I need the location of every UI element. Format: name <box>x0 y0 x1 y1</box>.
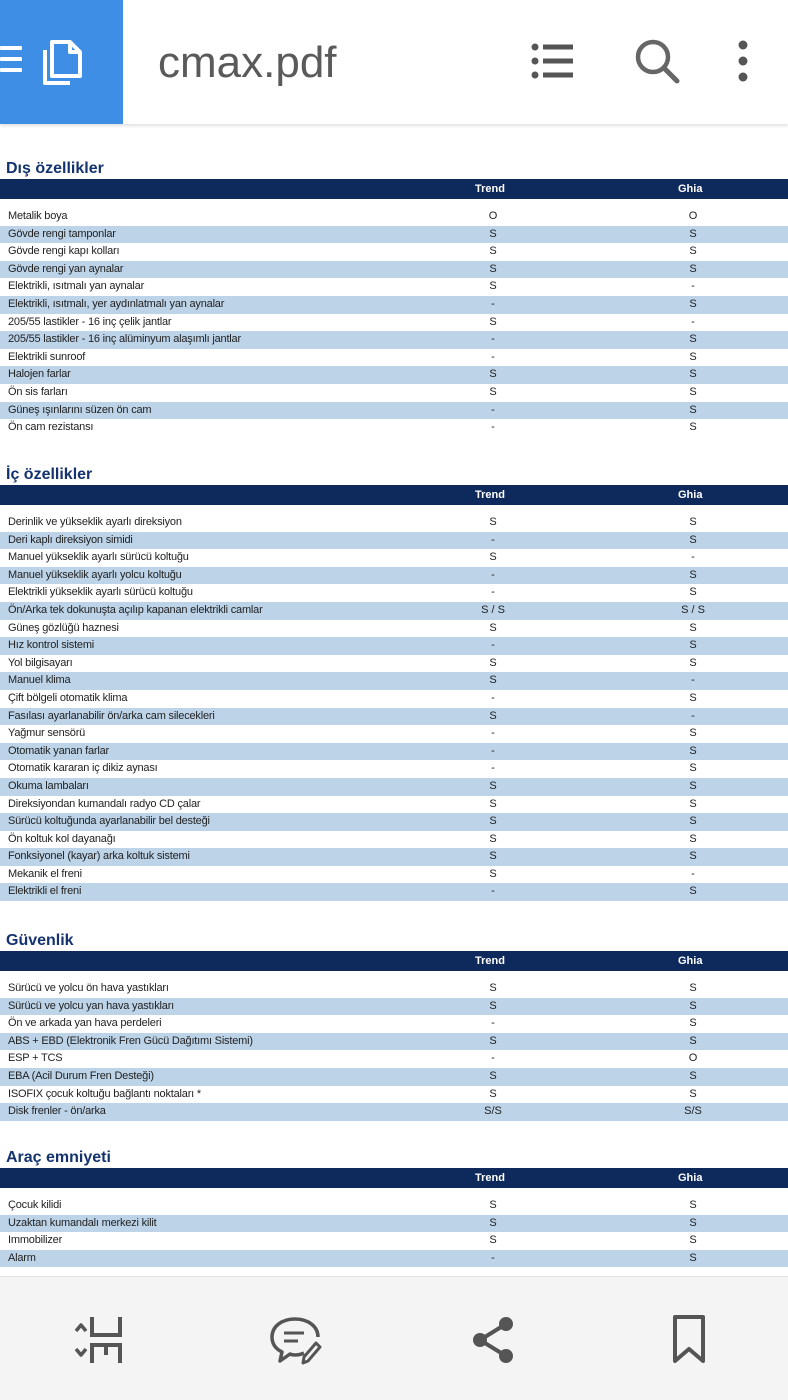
feature-label: Derinlik ve yükseklik ayarlı direksiyon <box>8 516 182 528</box>
table-row <box>0 402 788 420</box>
trend-value: - <box>491 350 495 363</box>
table-row <box>0 998 788 1016</box>
ghia-value: - <box>691 674 695 687</box>
trend-value: - <box>491 333 495 346</box>
ghia-value: S <box>689 779 697 792</box>
feature-label: 205/55 lastikler - 16 inç alüminyum alaşımlı jantlar <box>8 333 241 346</box>
top-app-bar <box>0 0 788 124</box>
ghia-value: S <box>689 691 697 704</box>
column-header-ghia: Ghia <box>678 955 703 967</box>
section-title: Dış özellikler <box>6 160 104 177</box>
table-row <box>0 1197 788 1215</box>
table-header <box>0 179 788 199</box>
feature-label: Sürücü koltuğunda ayarlanabilir bel desteği <box>8 815 210 828</box>
more-vertical-icon[interactable] <box>728 36 758 86</box>
ghia-value: S <box>689 245 697 258</box>
feature-label: Elektrikli el freni <box>8 885 82 898</box>
ghia-value: S <box>689 727 697 740</box>
trend-value: - <box>491 533 495 546</box>
trend-value: S <box>489 867 497 880</box>
trend-value: - <box>491 639 495 652</box>
trend-value: S <box>489 779 497 792</box>
feature-label: Ön koltuk kol dayanağı <box>8 832 116 845</box>
table-row <box>0 1068 788 1086</box>
comment-icon[interactable] <box>268 1313 322 1367</box>
menu-icon[interactable] <box>0 46 22 78</box>
ghia-value: S <box>689 350 697 363</box>
trend-value: S <box>489 262 497 275</box>
table-row <box>0 208 788 226</box>
table-row <box>0 980 788 998</box>
ghia-value: S <box>689 999 697 1012</box>
feature-label: Otomatik kararan iç dikiz aynası <box>8 762 158 775</box>
trend-value: - <box>491 885 495 898</box>
reflow-icon[interactable] <box>72 1313 126 1367</box>
section-title: Araç emniyeti <box>6 1149 111 1166</box>
ghia-value: - <box>691 280 695 293</box>
pdf-page[interactable] <box>0 124 788 1276</box>
trend-value: S <box>489 385 497 398</box>
table-row <box>0 296 788 314</box>
table-row <box>0 1050 788 1068</box>
trend-value: - <box>491 727 495 740</box>
ghia-value: S <box>689 262 697 275</box>
ghia-value: S <box>689 1251 697 1264</box>
table-row <box>0 690 788 708</box>
feature-label: Hız kontrol sistemi <box>8 639 95 652</box>
table-row <box>0 1103 788 1121</box>
trend-value: S <box>489 368 497 381</box>
ghia-value: S <box>689 516 697 528</box>
ghia-value: - <box>691 551 695 564</box>
trend-value: S <box>489 797 497 810</box>
feature-label: Fasılası ayarlanabilir ön/arka cam silecekleri <box>8 709 215 722</box>
feature-label: Elektrikli, ısıtmalı, yer aydınlatmalı yan aynalar <box>8 297 225 310</box>
feature-label: Elektrikli, ısıtmalı yan aynalar <box>8 280 145 293</box>
trend-value: - <box>491 297 495 310</box>
ghia-value: S <box>689 621 697 634</box>
trend-value: - <box>491 744 495 757</box>
trend-value: S <box>489 315 497 328</box>
table-row <box>0 620 788 638</box>
trend-value: S <box>489 815 497 828</box>
table-body <box>0 980 788 1121</box>
table-row <box>0 314 788 332</box>
table-row <box>0 637 788 655</box>
column-header-trend: Trend <box>475 955 505 967</box>
trend-value: - <box>491 421 495 434</box>
trend-value: S <box>489 621 497 634</box>
feature-label: Elektrikli yükseklik ayarlı sürücü koltuğu <box>8 586 193 599</box>
trend-value: S <box>489 656 497 669</box>
trend-value: S <box>489 674 497 687</box>
feature-label: Uzaktan kumandalı merkezi kilit <box>8 1216 157 1229</box>
feature-label: Ön ve arkada yan hava perdeleri <box>8 1017 162 1030</box>
table-row <box>0 514 788 532</box>
bottom-toolbar <box>0 1276 788 1400</box>
ghia-value: S <box>689 403 697 416</box>
ghia-value: S <box>689 1199 697 1211</box>
feature-label: Sürücü ve yolcu yan hava yastıkları <box>8 999 175 1012</box>
feature-label: Immobilizer <box>8 1234 63 1247</box>
table-body <box>0 1197 788 1267</box>
table-row <box>0 743 788 761</box>
ghia-value: S <box>689 568 697 581</box>
feature-label: Ön/Arka tek dokunuşta açılıp kapanan elektrikli camlar <box>8 603 263 616</box>
ghia-value: S <box>689 982 697 994</box>
trend-value: - <box>491 762 495 775</box>
section-dis-ozellikler <box>0 160 788 437</box>
trend-value: - <box>491 403 495 416</box>
table-row <box>0 349 788 367</box>
ghia-value: S <box>689 227 697 240</box>
section-arac-emniyeti <box>0 1149 788 1267</box>
table-row <box>0 366 788 384</box>
ghia-value: S <box>689 815 697 828</box>
menu-area[interactable] <box>0 0 123 124</box>
trend-value: S <box>489 280 497 293</box>
feature-label: Yol bilgisayarı <box>8 656 73 669</box>
ghia-value: S/S <box>684 1105 702 1118</box>
ghia-value: S <box>689 639 697 652</box>
table-row <box>0 760 788 778</box>
feature-label: Güneş gözlüğü haznesi <box>8 621 119 634</box>
ghia-value: - <box>691 315 695 328</box>
column-header-trend: Trend <box>475 1172 505 1184</box>
feature-label: Okuma lambaları <box>8 779 89 792</box>
feature-label: EBA (Acil Durum Fren Desteği) <box>8 1069 154 1082</box>
ghia-value: O <box>688 210 698 222</box>
table-row <box>0 584 788 602</box>
column-header-ghia: Ghia <box>678 1172 703 1184</box>
ghia-value: S <box>689 1216 697 1229</box>
ghia-value: S <box>689 333 697 346</box>
trend-value: - <box>491 691 495 704</box>
table-row <box>0 278 788 296</box>
list-icon[interactable] <box>528 36 578 86</box>
ghia-value: S <box>689 1087 697 1100</box>
share-icon[interactable] <box>466 1313 520 1367</box>
column-header-ghia: Ghia <box>678 489 703 501</box>
trend-value: - <box>491 568 495 581</box>
ghia-value: S <box>689 586 697 599</box>
table-body <box>0 208 788 437</box>
trend-value: S / S <box>481 603 505 616</box>
ghia-value: S <box>689 850 697 863</box>
table-row <box>0 331 788 349</box>
table-row <box>0 778 788 796</box>
file-title: cmax.pdf <box>158 38 337 87</box>
ghia-value: S / S <box>681 603 705 616</box>
feature-label: Sürücü ve yolcu ön hava yastıkları <box>8 982 169 994</box>
ghia-value: O <box>688 1052 698 1065</box>
trend-value: S <box>489 999 497 1012</box>
feature-label: Mekanik el freni <box>8 867 82 880</box>
feature-label: Deri kaplı direksiyon simidi <box>8 533 133 546</box>
trend-value: S/S <box>484 1105 502 1118</box>
feature-label: Gövde rengi yan aynalar <box>8 262 124 275</box>
trend-value: S <box>489 1034 497 1047</box>
feature-label: Çift bölgeli otomatik klima <box>8 691 128 704</box>
trend-value: S <box>489 245 497 258</box>
table-row <box>0 1015 788 1033</box>
table-row <box>0 567 788 585</box>
table-row <box>0 725 788 743</box>
feature-label: Ön sis farları <box>8 385 68 398</box>
table-row <box>0 1215 788 1233</box>
column-header-ghia: Ghia <box>678 183 703 195</box>
section-title: İç özellikler <box>6 466 93 483</box>
table-row <box>0 708 788 726</box>
trend-value: S <box>489 709 497 722</box>
feature-label: Otomatik yanan farlar <box>8 744 109 757</box>
feature-label: Halojen farlar <box>8 368 71 381</box>
search-icon[interactable] <box>632 36 682 86</box>
trend-value: S <box>489 1069 497 1082</box>
feature-label: Manuel yükseklik ayarlı yolcu koltuğu <box>8 568 182 581</box>
feature-label: Güneş ışınlarını süzen ön cam <box>8 403 152 416</box>
feature-label: Gövde rengi kapı kolları <box>8 245 120 258</box>
ghia-value: S <box>689 885 697 898</box>
ghia-value: S <box>689 297 697 310</box>
table-row <box>0 655 788 673</box>
section-title: Güvenlik <box>6 932 74 949</box>
table-row <box>0 226 788 244</box>
table-row <box>0 1033 788 1051</box>
column-header-trend: Trend <box>475 489 505 501</box>
feature-label: Disk frenler - ön/arka <box>8 1105 106 1118</box>
section-ic-ozellikler <box>0 466 788 901</box>
ghia-value: S <box>689 1069 697 1082</box>
ghia-value: S <box>689 421 697 434</box>
trend-value: - <box>491 1251 495 1264</box>
feature-label: ESP + TCS <box>8 1052 63 1065</box>
ghia-value: - <box>691 709 695 722</box>
trend-value: - <box>491 1052 495 1065</box>
table-row <box>0 243 788 261</box>
table-row <box>0 602 788 620</box>
ghia-value: S <box>689 832 697 845</box>
table-row <box>0 1250 788 1268</box>
table-header <box>0 485 788 505</box>
table-header <box>0 1168 788 1188</box>
table-row <box>0 883 788 901</box>
table-row <box>0 261 788 279</box>
feature-label: Çocuk kilidi <box>8 1199 62 1211</box>
table-row <box>0 813 788 831</box>
feature-label: ISOFIX çocuk koltuğu bağlantı noktaları * <box>8 1087 201 1100</box>
trend-value: O <box>488 210 498 222</box>
feature-label: Manuel yükseklik ayarlı sürücü koltuğu <box>8 551 189 564</box>
ghia-value: S <box>689 533 697 546</box>
ghia-value: S <box>689 797 697 810</box>
table-row <box>0 1232 788 1250</box>
ghia-value: S <box>689 368 697 381</box>
feature-label: Gövde rengi tamponlar <box>8 227 116 240</box>
feature-label: Manuel klima <box>8 674 71 687</box>
ghia-value: S <box>689 656 697 669</box>
section-guvenlik <box>0 932 788 1121</box>
trend-value: S <box>489 1199 497 1211</box>
bookmark-icon[interactable] <box>662 1313 716 1367</box>
ghia-value: S <box>689 1034 697 1047</box>
table-row <box>0 532 788 550</box>
trend-value: S <box>489 982 497 994</box>
ghia-value: - <box>691 867 695 880</box>
table-row <box>0 384 788 402</box>
ghia-value: S <box>689 385 697 398</box>
trend-value: S <box>489 516 497 528</box>
trend-value: S <box>489 1087 497 1100</box>
ghia-value: S <box>689 1017 697 1030</box>
table-row <box>0 796 788 814</box>
table-row <box>0 866 788 884</box>
trend-value: S <box>489 551 497 564</box>
feature-label: Fonksiyonel (kayar) arka koltuk sistemi <box>8 850 190 863</box>
feature-label: Elektrikli sunroof <box>8 350 86 363</box>
table-row <box>0 831 788 849</box>
feature-label: Ön cam rezistansı <box>8 421 94 434</box>
column-header-trend: Trend <box>475 183 505 195</box>
table-row <box>0 848 788 866</box>
trend-value: S <box>489 832 497 845</box>
feature-label: ABS + EBD (Elektronik Fren Gücü Dağıtımı Sistemi) <box>8 1034 253 1047</box>
document-icon[interactable] <box>40 38 86 86</box>
trend-value: S <box>489 1234 497 1247</box>
ghia-value: S <box>689 1234 697 1247</box>
table-body <box>0 514 788 901</box>
table-row <box>0 672 788 690</box>
feature-label: Direksiyondan kumandalı radyo CD çalar <box>8 797 201 810</box>
feature-label: Metalik boya <box>8 210 68 222</box>
table-row <box>0 549 788 567</box>
trend-value: S <box>489 227 497 240</box>
table-row <box>0 1086 788 1104</box>
trend-value: S <box>489 850 497 863</box>
trend-value: - <box>491 1017 495 1030</box>
feature-label: Yağmur sensörü <box>8 727 86 740</box>
trend-value: S <box>489 1216 497 1229</box>
table-header <box>0 951 788 971</box>
feature-label: Alarm <box>8 1251 36 1264</box>
trend-value: - <box>491 586 495 599</box>
ghia-value: S <box>689 744 697 757</box>
table-row <box>0 419 788 437</box>
feature-label: 205/55 lastikler - 16 inç çelik jantlar <box>8 315 172 328</box>
ghia-value: S <box>689 762 697 775</box>
